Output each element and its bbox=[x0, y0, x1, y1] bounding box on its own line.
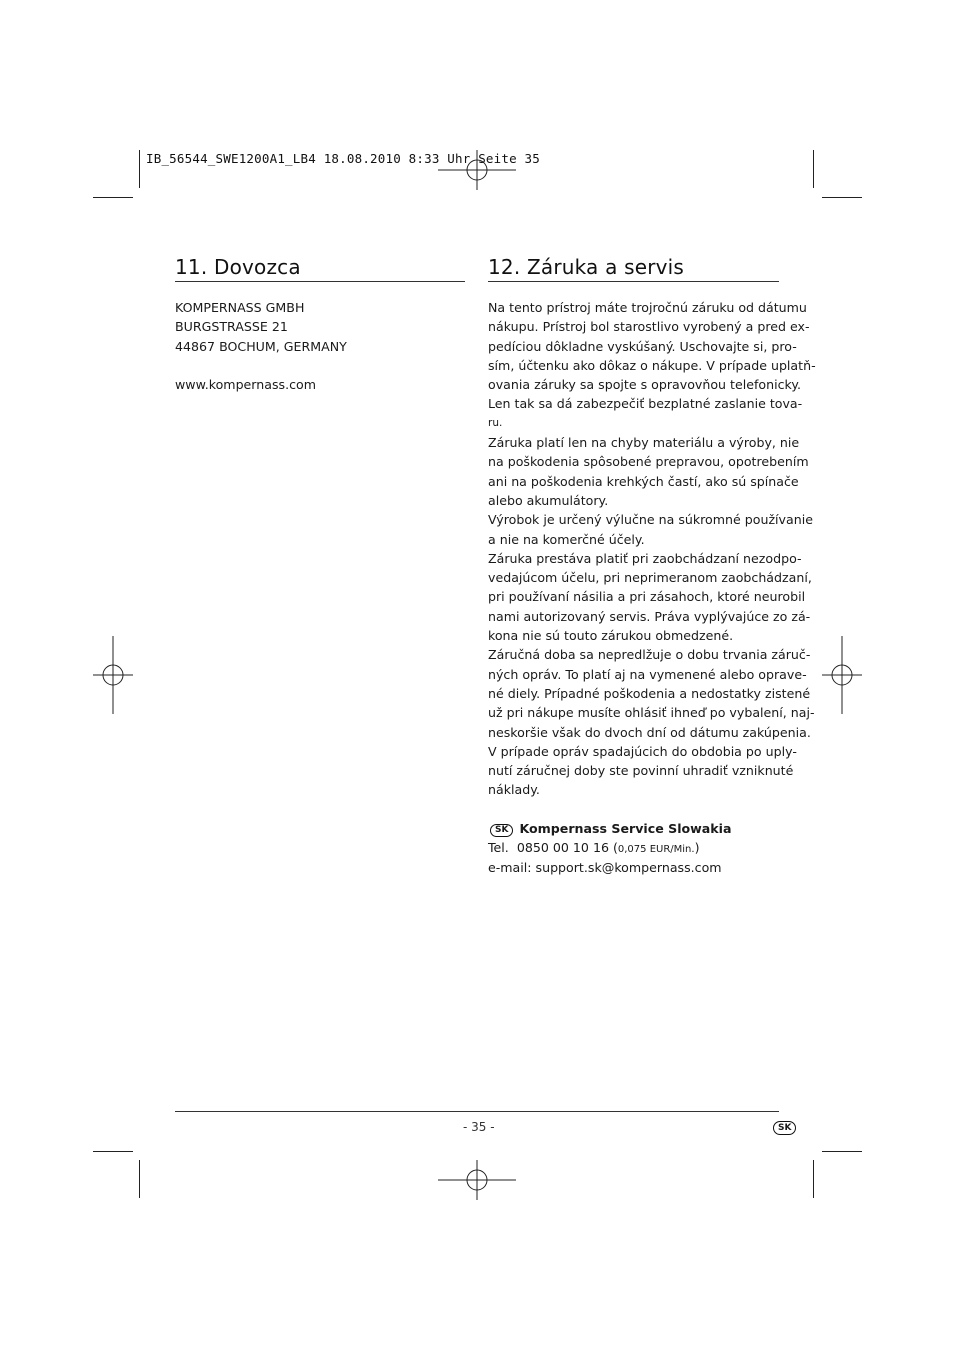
phone-number: 0850 00 10 16 ( bbox=[516, 840, 618, 856]
text-line: kona nie sú touto zárukou obmedzené. bbox=[488, 628, 734, 644]
text-line: alebo akumulátory. bbox=[488, 492, 609, 508]
text-line: vedajúcom účelu, pri neprimeranom zaobchádzaní, bbox=[488, 570, 812, 586]
text-line: V prípade opráv spadajúcich do obdobia po uply- bbox=[488, 743, 797, 759]
text-line: ovania záruky sa spojte s opravovňou telefonicky. bbox=[488, 377, 802, 393]
service-phone bbox=[488, 838, 816, 857]
phone-rate: 0,075 EUR/Min. bbox=[617, 844, 695, 856]
section-rule bbox=[488, 281, 779, 282]
text-line: nutí záručnej doby ste povinní uhradiť vzniknuté bbox=[488, 763, 794, 779]
text-line: pedíciou dôkladne vyskúšaný. Uschovajte si, pro- bbox=[488, 338, 797, 354]
crop-mark bbox=[139, 1160, 140, 1198]
footer-rule bbox=[175, 1111, 779, 1112]
footer-country-badge: SK bbox=[773, 1121, 796, 1135]
crop-mark bbox=[822, 197, 862, 198]
text-line: sím, účtenku ako dôkaz o nákupe. V prípade uplatň- bbox=[488, 357, 816, 373]
crop-mark bbox=[139, 150, 140, 188]
print-slug: IB_56544_SWE1200A1_LB4 18.08.2010 8:33 Uhr Seite 35 bbox=[146, 151, 541, 166]
crop-mark bbox=[813, 1160, 814, 1198]
text-line: Záruka platí len na chyby materiálu a výroby, nie bbox=[488, 435, 800, 451]
text-line: nákupu. Prístroj bol starostlivo vyrobený a pred ex- bbox=[488, 319, 810, 335]
section-rule bbox=[175, 281, 465, 282]
text-line: Záruka prestáva platiť pri zaobchádzaní nezodpo- bbox=[488, 550, 802, 566]
page-number: - 35 - bbox=[463, 1120, 495, 1134]
text-line: ani na poškodenia krehkých častí, ako sú spínače bbox=[488, 473, 799, 489]
importer-address bbox=[175, 298, 347, 394]
country-badge: SK bbox=[490, 824, 513, 837]
registration-mark-right-icon bbox=[822, 636, 862, 714]
text-line: náklady. bbox=[488, 782, 540, 798]
text-line: ru. bbox=[488, 416, 503, 429]
address-line: 44867 BOCHUM, GERMANY bbox=[175, 338, 347, 354]
crop-mark bbox=[93, 197, 133, 198]
crop-mark bbox=[813, 150, 814, 188]
phone-rate-close: ) bbox=[694, 840, 700, 856]
address-line: BURGSTRASSE 21 bbox=[175, 319, 288, 335]
section-title-importer: 11. Dovozca bbox=[175, 255, 301, 279]
text-line: pri používaní násilia a pri zásahoch, ktoré neurobil bbox=[488, 589, 806, 605]
website-link[interactable]: www.kompernass.com bbox=[175, 377, 316, 393]
section-title-warranty: 12. Záruka a servis bbox=[488, 255, 685, 279]
text-line: Výrobok je určený výlučne na súkromné používanie bbox=[488, 512, 813, 528]
service-email[interactable]: e-mail: support.sk@kompernass.com bbox=[488, 859, 722, 875]
warranty-text bbox=[488, 298, 816, 877]
text-line: né diely. Prípadné poškodenia a nedostatky zistené bbox=[488, 685, 811, 701]
text-line: už pri nákupe musíte ohlásiť ihneď po vybalení, naj- bbox=[488, 705, 815, 721]
text-line: Len tak sa dá zabezpečiť bezplatné zaslanie tova- bbox=[488, 396, 803, 412]
text-line: Na tento prístroj máte trojročnú záruku od dátumu bbox=[488, 300, 807, 315]
text-line: Záručná doba sa nepredlžuje o dobu trvania záruč- bbox=[488, 647, 811, 663]
text-line: a nie na komerčné účely. bbox=[488, 531, 645, 547]
registration-mark-top-icon bbox=[438, 150, 516, 190]
address-line: KOMPERNASS GMBH bbox=[175, 300, 305, 315]
crop-mark bbox=[93, 1151, 133, 1152]
service-heading bbox=[488, 819, 816, 838]
crop-mark bbox=[822, 1151, 862, 1152]
text-line: neskoršie však do dvoch dní od dátumu zakúpenia. bbox=[488, 724, 811, 740]
phone-label: Tel. bbox=[488, 840, 509, 856]
text-line: nami autorizovaný servis. Práva vyplývajúce zo zá- bbox=[488, 608, 811, 624]
text-line: ných opráv. To platí aj na vymenené alebo oprave- bbox=[488, 666, 807, 682]
registration-mark-left-icon bbox=[93, 636, 133, 714]
registration-mark-bottom-icon bbox=[438, 1160, 516, 1200]
text-line: na poškodenia spôsobené prepravou, opotrebením bbox=[488, 454, 809, 470]
service-name: Kompernass Service Slowakia bbox=[519, 821, 732, 837]
